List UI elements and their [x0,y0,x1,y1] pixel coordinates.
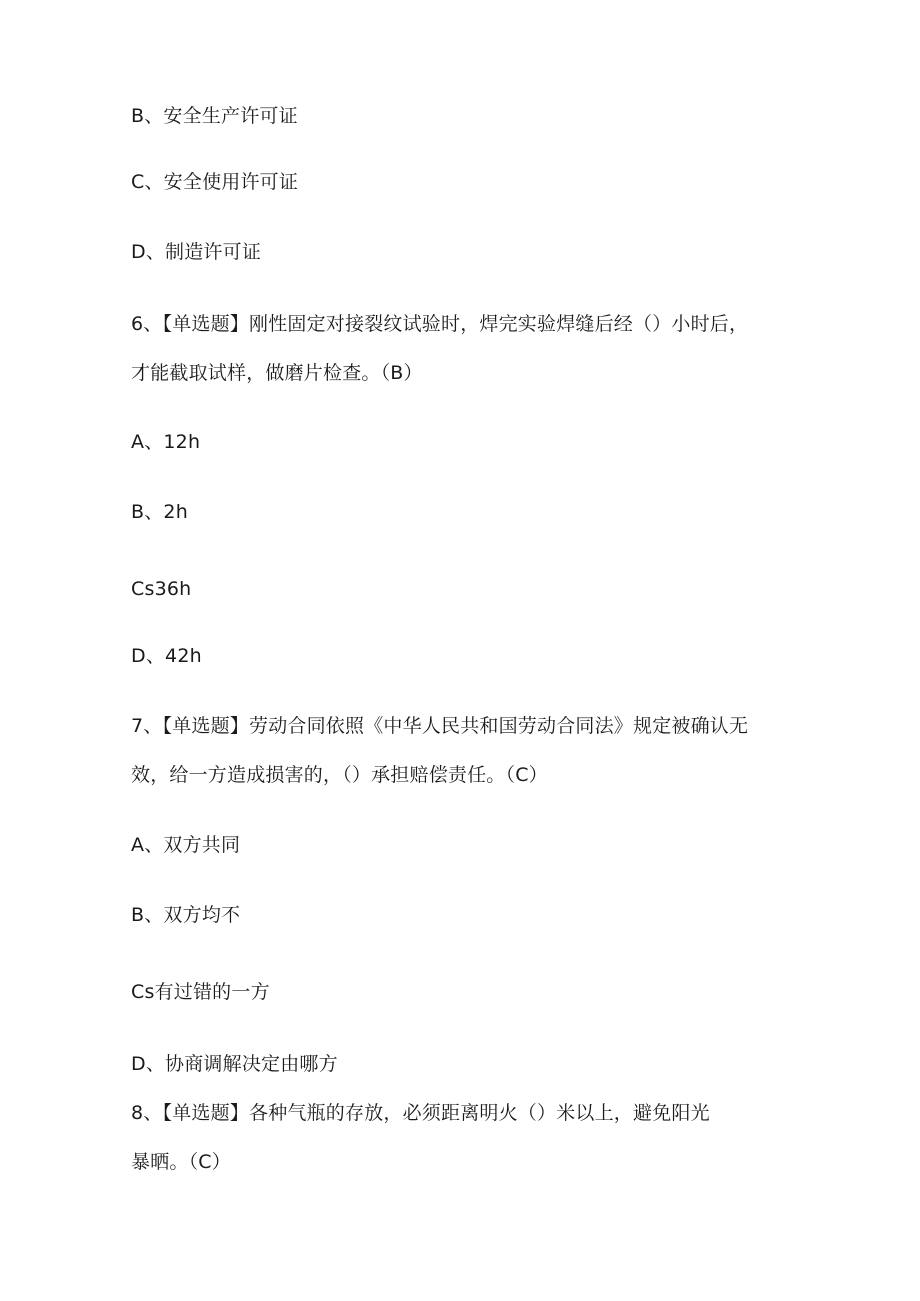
q5-option-c: C、安全使用许可证 [131,171,299,193]
q7-option-c: Cs有过错的一方 [131,981,270,1003]
q6-option-d: D、42h [131,645,202,667]
q6-stem-line-1: 6、【单选题】刚性固定对接裂纹试验时，焊完实验焊缝后经（）小时后， [131,313,749,335]
q7-stem-line-2: 效，给一方造成损害的，（）承担赔偿责任。（C） [131,764,548,786]
q5-option-d: D、制造许可证 [131,241,262,263]
q7-option-b: B、双方均不 [131,904,241,926]
q6-option-c: Cs36h [131,578,192,600]
q7-option-d: D、协商调解决定由哪方 [131,1053,338,1075]
q8-stem-line-2: 暴晒。（C） [131,1151,231,1173]
q7-stem-line-1: 7、【单选题】劳动合同依照《中华人民共和国劳动合同法》规定被确认无 [131,715,749,737]
q6-option-a: A、12h [131,431,201,453]
q5-option-b: B、安全生产许可证 [131,105,298,127]
q6-option-b: B、2h [131,501,188,523]
q8-stem-line-1: 8、【单选题】各种气瓶的存放，必须距离明火（）米以上，避免阳光 [131,1102,710,1124]
q7-option-a: A、双方共同 [131,834,241,856]
q6-stem-line-2: 才能截取试样，做磨片检查。（B） [131,362,423,384]
